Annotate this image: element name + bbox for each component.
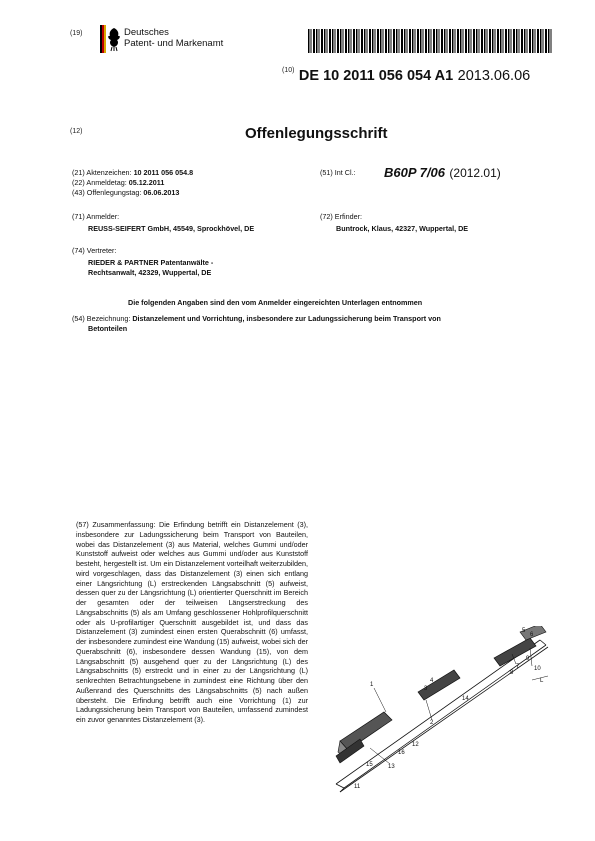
inid-71: (71) bbox=[72, 212, 85, 221]
inid-72: (72) bbox=[320, 212, 333, 221]
fig-label-7: 7 bbox=[516, 664, 520, 670]
anmelder-value: REUSS-SEIFERT GmbH, 45549, Sprockhövel, DE bbox=[88, 224, 255, 233]
fig-label-12: 12 bbox=[412, 742, 419, 748]
vertreter-line1: RIEDER & PARTNER Patentanwälte - bbox=[88, 258, 214, 267]
erfinder-label: Erfinder: bbox=[334, 212, 362, 221]
fig-label-5: 5 bbox=[522, 628, 526, 634]
patent-drawing bbox=[326, 626, 556, 796]
fig-label-16: 16 bbox=[398, 750, 405, 756]
document-date: 2013.06.06 bbox=[457, 68, 531, 84]
document-number: DE 10 2011 056 054 A1 bbox=[298, 68, 454, 84]
abstract bbox=[76, 520, 308, 725]
title-line1: Distanzelement und Vorrichtung, insbesondere zur Ladungssicherung beim Transport von bbox=[132, 314, 441, 323]
fig-label-4: 4 bbox=[430, 678, 434, 684]
document-type: Offenlegungsschrift bbox=[245, 125, 388, 142]
fig-label-10: 10 bbox=[534, 666, 541, 672]
distance-element-left bbox=[336, 712, 392, 763]
office-name-line1: Deutsches bbox=[124, 27, 169, 38]
inid-10: (10) bbox=[282, 67, 295, 74]
distance-element-right bbox=[494, 626, 546, 666]
fig-label-11: 11 bbox=[354, 784, 361, 790]
bezeichnung-label: Bezeichnung: bbox=[86, 314, 131, 323]
inid-74: (74) bbox=[72, 246, 85, 255]
applicant-notice: Die folgenden Angaben sind den vom Anmelder eingereichten Unterlagen entnommen bbox=[128, 298, 423, 307]
anmelder-label: Anmelder: bbox=[86, 212, 120, 221]
erfinder-value: Buntrock, Klaus, 42327, Wuppertal, DE bbox=[336, 224, 469, 233]
fig-label-8: 8 bbox=[510, 670, 514, 676]
inid-57: (57) bbox=[76, 520, 89, 529]
vertreter-label: Vertreter: bbox=[86, 246, 117, 255]
federal-eagle-logo bbox=[100, 25, 122, 53]
inid-12: (12) bbox=[70, 128, 83, 135]
int-cl-label: Int Cl.: bbox=[334, 168, 356, 177]
int-cl-year: (2012.01) bbox=[449, 166, 501, 180]
aktenzeichen-label: Aktenzeichen: bbox=[86, 168, 132, 177]
vertreter-line2: Rechtsanwalt, 42329, Wuppertal, DE bbox=[88, 268, 212, 277]
anmeldetag-value: 05.12.2011 bbox=[128, 178, 165, 187]
fig-label-1: 1 bbox=[370, 682, 374, 688]
fig-label-L: L bbox=[540, 678, 544, 684]
abstract-label: Zusammenfassung: bbox=[92, 520, 156, 529]
fig-label-2: 2 bbox=[430, 720, 434, 726]
fig-label-13: 13 bbox=[388, 764, 395, 770]
inid-19: (19) bbox=[70, 30, 83, 37]
fig-label-14: 14 bbox=[462, 696, 469, 702]
fig-label-9: 9 bbox=[526, 656, 530, 662]
offenlegungstag-value: 06.06.2013 bbox=[143, 188, 180, 197]
abstract-text: Die Erfindung betrifft ein Distanzelement (3), insbesondere zur Ladungssicherung beim Transport von Bauteilen, wobei das Distanzelement (3) aus Material, welches Gummi und/oder Kunststoff aufweist oder welches aus Gummi und/oder aus Kunststoff besteht, hergestellt ist. Um ein Distanzelement vorteilhaft weiterzubilden, wird vorgeschlagen, dass das Distanzelement (3) einen sich entlang einer Längsrichtung (L) erstreckenden Längsabschnitt (5) aufweist, dessen quer zu der Längsrichtung (L) orientierter Querschnitt im Bereich der gesamten oder der teilweisen Längserstreckung des Längsabschnitts (5) als am Umfang geschlossener Hohlprofilquerschnitt oder als U-profilartiger Querschnitt ausgebildet ist, und dass das Distanzelement (3) zumindest einen ersten Querabschnitt (6) umfasst, der insbesondere zumindest eine Wandung (15) aufweist, wobei sich der Querabschnitt (6), insbesondere dessen Wandung (15), von dem Längsabschnitt (5) ausgehend quer zu der Längsrichtung (L) des Längsabschnitts (5) erstreckt und in einer zu der Längsrichtung (L) senkrechten Betrachtungsebene in zumindest eine Richtung über den Außenrand des Querschnitts des Längsabschnitts (5) nach außen übersteht. Die Erfindung betrifft auch eine Vorrichtung (1) zur Ladungssicherung beim Transport von Bauteilen, umfassend zumindest ein zuvor genanntes Distanzelement (3). bbox=[76, 520, 309, 724]
fig-label-3: 3 bbox=[424, 686, 428, 692]
distance-element-middle bbox=[418, 670, 460, 700]
office-name-line2: Patent- und Markenamt bbox=[124, 38, 224, 49]
inid-54: (54) bbox=[72, 314, 85, 323]
inid-21: (21) bbox=[72, 168, 85, 177]
inid-51: (51) bbox=[320, 168, 333, 177]
barcode bbox=[308, 29, 552, 53]
int-cl-value: B60P 7/06 bbox=[384, 165, 445, 180]
aktenzeichen-value: 10 2011 056 054.8 bbox=[133, 168, 194, 177]
inid-22: (22) bbox=[72, 178, 85, 187]
fig-label-15: 15 bbox=[366, 762, 373, 768]
offenlegungstag-label: Offenlegungstag: bbox=[86, 188, 142, 197]
anmeldetag-label: Anmeldetag: bbox=[86, 178, 127, 187]
fig-label-6: 6 bbox=[530, 632, 534, 638]
inid-43: (43) bbox=[72, 188, 85, 197]
title-line2: Betonteilen bbox=[88, 324, 128, 333]
